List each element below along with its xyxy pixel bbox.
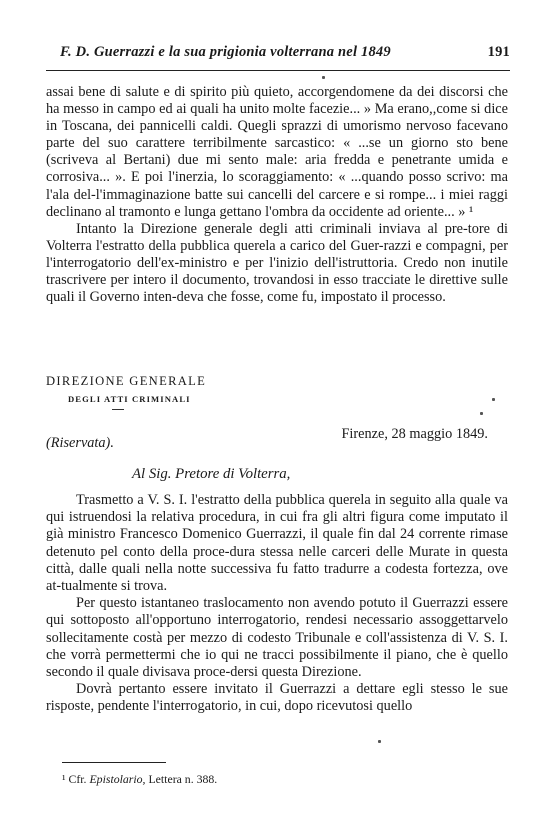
document-date: Firenze, 28 maggio 1849. — [341, 426, 488, 442]
letter-paragraph-2: Per questo istantaneo traslocamento non avendo potuto il Guerrazzi essere qui sottoposto all'opportuno interrogatorio, rendesi necessario assoggettarvelo sollecitamente costà per mezzo di codesto Tribunale e coll'assistenza di V. S. I. che vorrà permettermi che io qui ne tracci possibilmente il piano, che è quello secondo il quale divisava proce-dersi questa Direzione. — [46, 595, 508, 681]
running-title: F. D. Guerrazzi e la sua prigionia volterrana nel 1849 — [60, 44, 391, 60]
main-text — [46, 84, 508, 306]
short-rule — [112, 409, 124, 410]
ink-speck — [322, 76, 325, 79]
letter-paragraph-3: Dovrà pertanto essere invitato il Guerrazzi a dettare egli stesso le sue risposte, pendente l'interrogatorio, in cui, dopo ricevutosi quello — [46, 681, 508, 715]
footnote-source-title: Epistolario, — [89, 772, 146, 786]
document-subheading: DEGLI ATTI CRIMINALI — [68, 394, 191, 404]
footnote-rule — [62, 762, 166, 763]
header-rule — [46, 70, 510, 71]
salutation: Al Sig. Pretore di Volterra, — [132, 466, 291, 482]
footnote: ¹ Cfr. Epistolario, Lettera n. 388. — [62, 772, 218, 786]
riservata-text: (Riservata). — [46, 435, 114, 451]
ink-speck — [492, 398, 495, 401]
riservata-label — [46, 435, 114, 452]
document-heading: DIREZIONE GENERALE — [46, 374, 207, 388]
ink-speck — [480, 412, 483, 415]
ink-speck — [378, 740, 381, 743]
paragraph-1: assai bene di salute e di spirito più quieto, accorgendomene da dei discorsi che ha messo in campo ed ai quali ha unito molte facezie... » Ma erano,,come si dice in Toscana, dei pannicelli caldi. Quegli sprazzi di umorismo nervoso facevano parte del suo carattere terribilmente sarcastico: « ...se un giorno sto bene (scriveva al Bertani) due mi sento male: aria fredda e penetrante umida e corrosiva... ». E poi l'inerzia, lo scoraggiamento: « ...quando posso scrivo: ma l'ala del-l'immaginazione batte sui cancelli del carcere e si rompe... i miei raggi declinano al tramonto e lunga gettano l'ombra da occidente ad oriente... » ¹ — [46, 84, 508, 220]
running-header — [46, 44, 510, 66]
paragraph-2: Intanto la Direzione generale degli atti criminali inviava al pre-tore di Volterra l'estratto della pubblica querela a carico del Guer-razzi e compagni, per l'interrogatorio dell'ex-ministro e per l'inizio dell'istruttoria. Credo non inutile trascrivere per intero il documento, trovandosi in esso tracciate le direttive sulle quali il Governo inten-deva che fosse, come fu, impostato il processo. — [46, 220, 508, 306]
letter-paragraph-1: Trasmetto a V. S. I. l'estratto della pubblica querela in seguito alla quale va qui istruendosi la relativa procedura, in cui fra gli altri figura come imputato il già ministro Francesco Domenico Guerrazzi, il quale fin dal 24 corrente rimase detenuto pel conto della proce-dura stessa nelle carceri delle Murate in questa città, dalle quali nella notte successiva fu fatto tradurre a codesta fortezza, ove at-tualmente si trova. — [46, 492, 508, 595]
letter-body — [46, 492, 508, 716]
page-number: 191 — [487, 44, 510, 60]
